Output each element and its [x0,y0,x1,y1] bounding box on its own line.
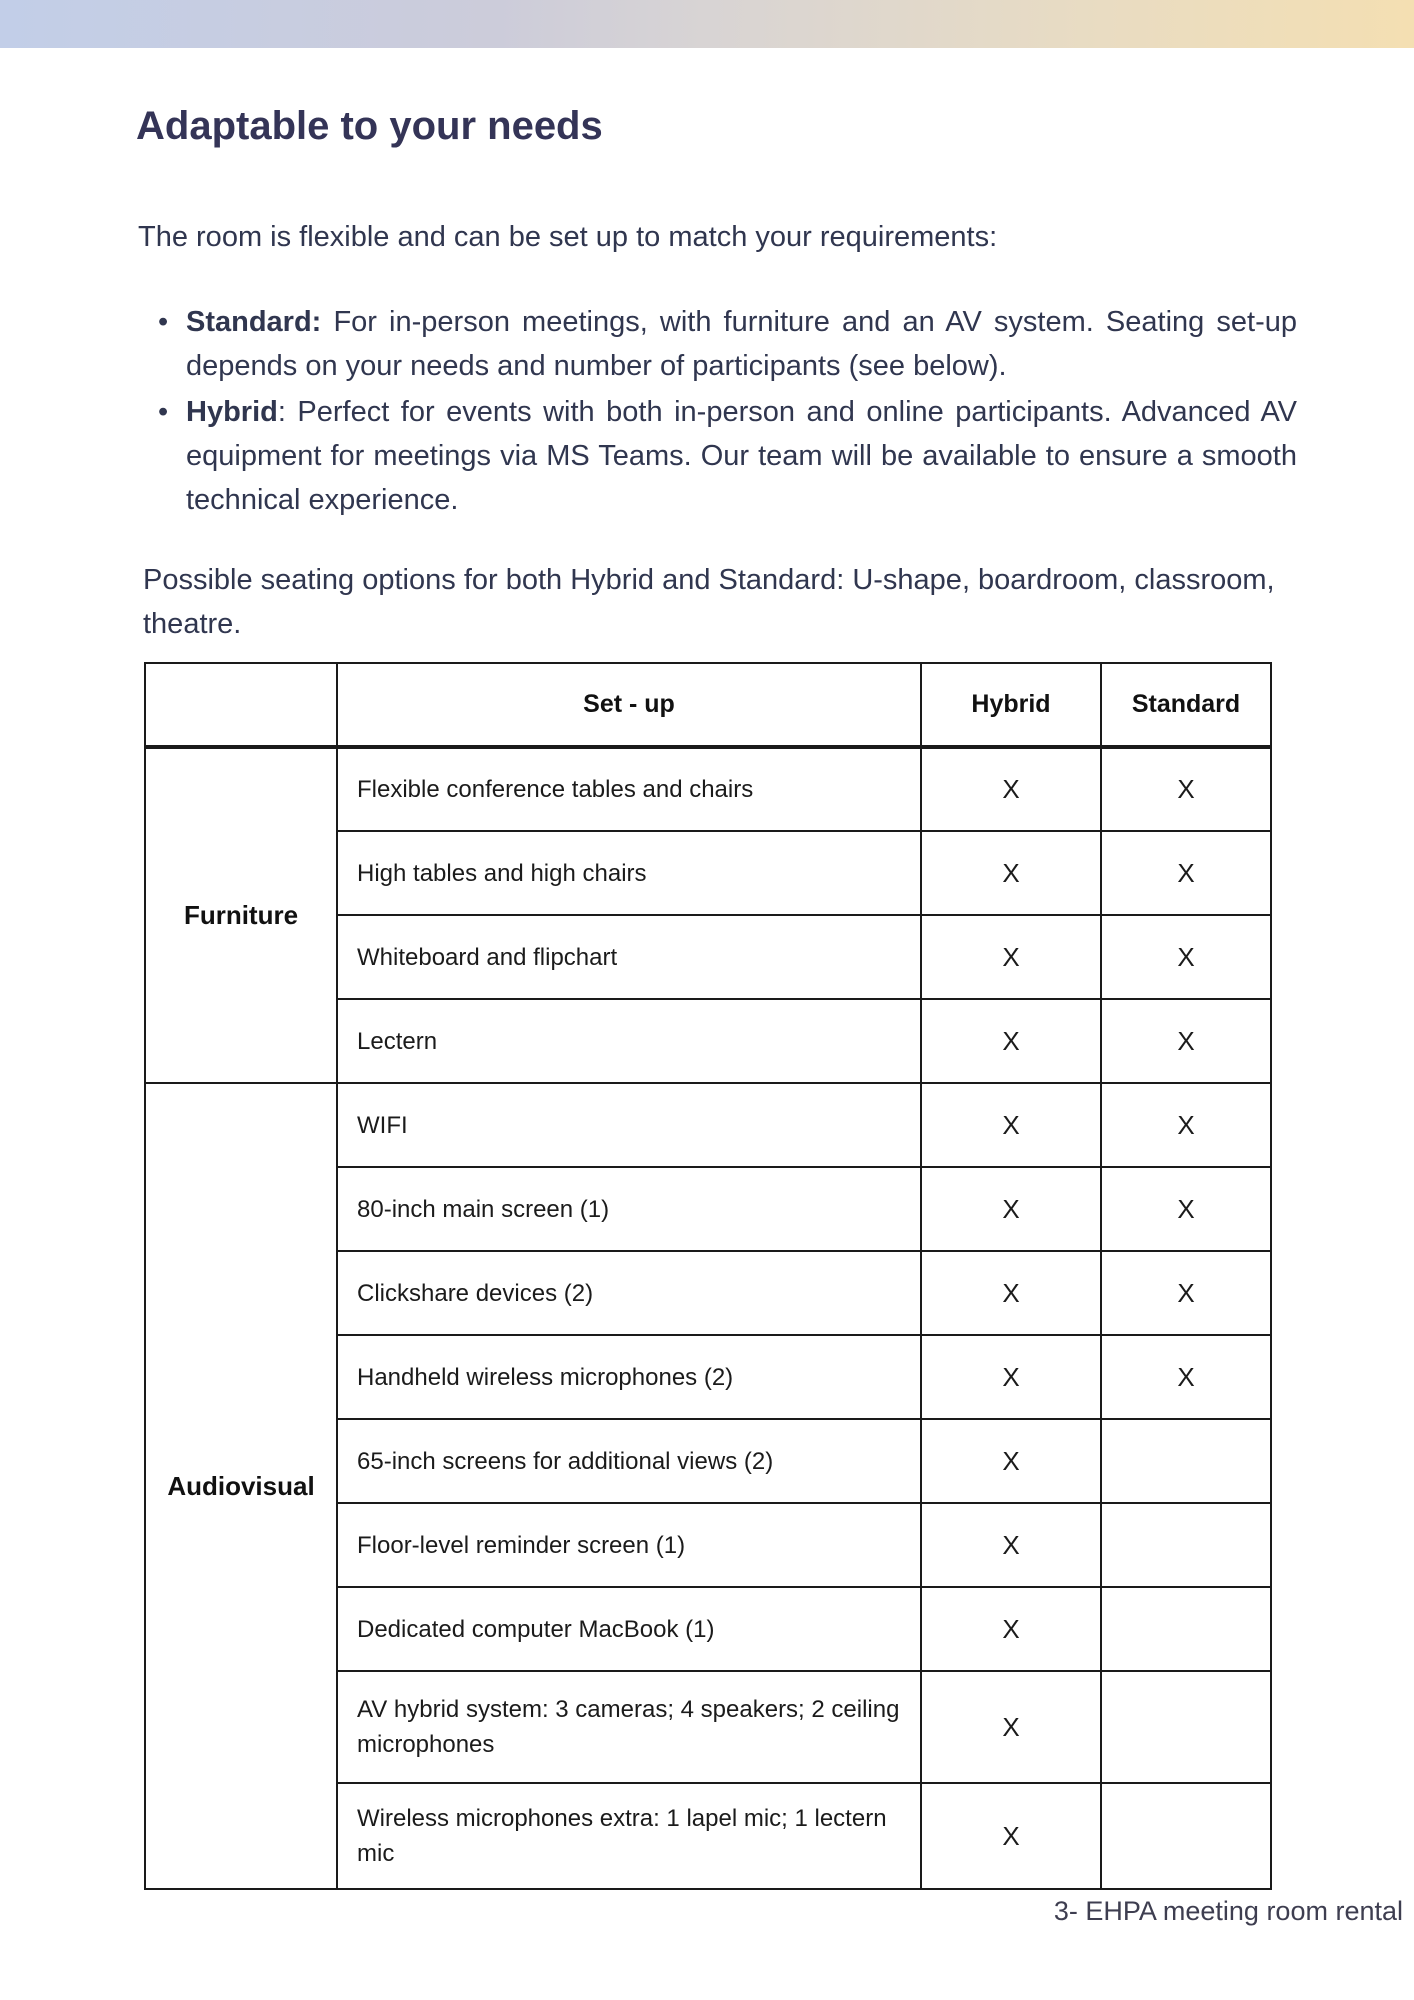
standard-mark [1101,1587,1271,1671]
bullet-standard-text: For in-person meetings, with furniture and an AV system. Seating set-up depends on your needs and number of participants (see below). [186,306,1297,382]
hybrid-mark: X [921,1083,1101,1167]
row-label: Dedicated computer MacBook (1) [337,1587,921,1671]
hybrid-mark: X [921,1503,1101,1587]
standard-mark [1101,1671,1271,1783]
setup-options-list [138,300,1297,524]
group-label-furniture: Furniture [145,747,337,1083]
page-footer: 3- EHPA meeting room rental [1053,1896,1403,1926]
hybrid-mark: X [921,1419,1101,1503]
row-label: Floor-level reminder screen (1) [337,1503,921,1587]
row-label: WIFI [337,1083,921,1167]
hybrid-mark: X [921,1251,1101,1335]
intro-paragraph: The room is flexible and can be set up to match your requirements: [138,221,998,253]
top-gradient-bar [0,0,1414,48]
row-label: Lectern [337,999,921,1083]
row-label: 80-inch main screen (1) [337,1167,921,1251]
bullet-icon: • [158,396,169,428]
hybrid-mark: X [921,1783,1101,1889]
group-label-audiovisual: Audiovisual [145,1083,337,1889]
standard-mark: X [1101,1167,1271,1251]
row-label: Whiteboard and flipchart [337,915,921,999]
standard-mark [1101,1419,1271,1503]
hybrid-mark: X [921,1671,1101,1783]
row-label: AV hybrid system: 3 cameras; 4 speakers; 2 ceiling microphones [337,1671,921,1783]
row-label: Handheld wireless microphones (2) [337,1335,921,1419]
standard-mark: X [1101,831,1271,915]
hybrid-mark: X [921,831,1101,915]
seating-options-paragraph: Possible seating options for both Hybrid and Standard: U-shape, boardroom, classroom, theatre. [143,564,1275,640]
row-label: Wireless microphones extra: 1 lapel mic; 1 lectern mic [337,1783,921,1889]
hybrid-mark: X [921,1587,1101,1671]
row-label: 65-inch screens for additional views (2) [337,1419,921,1503]
bullet-standard-label: Standard: [186,306,322,338]
hybrid-mark: X [921,999,1101,1083]
table-row [145,1083,1271,1167]
bullet-hybrid-label: Hybrid [186,396,278,428]
standard-mark: X [1101,1335,1271,1419]
hybrid-mark: X [921,747,1101,831]
list-item [138,300,1297,388]
standard-mark [1101,1503,1271,1587]
header-hybrid: Hybrid [921,663,1101,747]
standard-mark: X [1101,915,1271,999]
row-label: Clickshare devices (2) [337,1251,921,1335]
row-label: Flexible conference tables and chairs [337,747,921,831]
list-item [138,390,1297,522]
header-setup: Set - up [337,663,921,747]
header-group [145,663,337,747]
page-title: Adaptable to your needs [136,104,603,148]
standard-mark [1101,1783,1271,1889]
standard-mark: X [1101,747,1271,831]
standard-mark: X [1101,999,1271,1083]
table-row [145,747,1271,831]
header-standard: Standard [1101,663,1271,747]
bullet-hybrid-text: : Perfect for events with both in-person and online participants. Advanced AV equipment for meetings via MS Teams. Our team will be available to ensure a smooth technical experience. [186,396,1297,516]
hybrid-mark: X [921,1167,1101,1251]
standard-mark: X [1101,1251,1271,1335]
row-label: High tables and high chairs [337,831,921,915]
hybrid-mark: X [921,915,1101,999]
setup-comparison-table [144,662,1272,1890]
table-header-row [145,663,1271,747]
bullet-icon: • [158,306,169,338]
standard-mark: X [1101,1083,1271,1167]
hybrid-mark: X [921,1335,1101,1419]
